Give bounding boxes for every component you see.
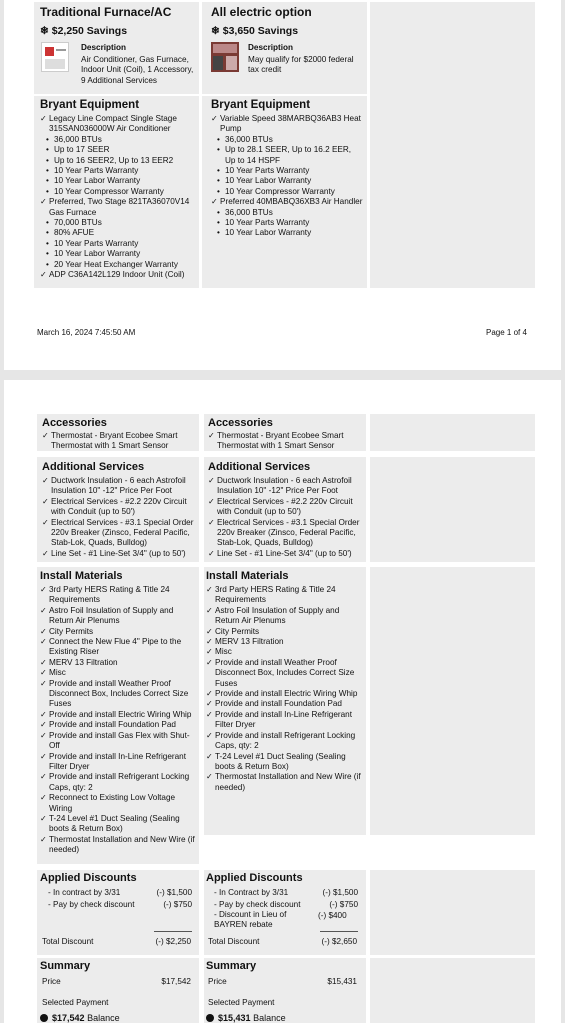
item-text: 36,000 BTUs [225, 207, 273, 217]
option-column-empty [370, 2, 535, 288]
summary-title: Summary [206, 960, 257, 972]
bullet-icon: • [46, 228, 49, 238]
piggy-bank-icon: ❄ [40, 25, 49, 37]
radio-selected-icon[interactable] [40, 1014, 48, 1022]
checkmark-icon: ✓ [211, 197, 218, 207]
checkmark-icon: ✓ [40, 270, 47, 280]
item-text: Ductwork Insulation - 6 each Astrofoil Insulation 10" -12" Price Per Foot [217, 476, 352, 496]
item-text: 10 Year Parts Warranty [54, 238, 139, 248]
item-text: 10 Year Compressor Warranty [225, 186, 335, 196]
bullet-item [211, 176, 363, 186]
checkmark-icon: ✓ [40, 197, 47, 207]
checkmark-icon: ✓ [206, 585, 213, 594]
bullet-icon: • [217, 207, 220, 217]
product-thumbnail [211, 42, 239, 72]
discount-amount: (-) $1,500 [156, 888, 192, 897]
item-text: Provide and install Weather Proof Disconnect Box, Includes Correct Size Fuses [215, 657, 355, 688]
checked-item [42, 549, 194, 559]
checked-item [40, 814, 195, 835]
checkmark-icon: ✓ [206, 730, 213, 740]
services-list [42, 476, 194, 559]
description-label: Description [248, 43, 294, 52]
accessories-list [42, 431, 192, 452]
checkmark-icon: ✓ [40, 657, 47, 667]
selected-payment-label: Selected Payment [208, 998, 275, 1007]
checked-item [42, 476, 194, 497]
discounts-list [208, 887, 358, 930]
checked-item [40, 731, 195, 752]
checkmark-icon: ✓ [206, 751, 213, 761]
discounts-title: Applied Discounts [40, 872, 137, 884]
checkmark-icon: ✓ [208, 496, 215, 506]
checkmark-icon: ✓ [206, 605, 213, 615]
checkmark-icon: ✓ [206, 699, 213, 709]
checkmark-icon: ✓ [40, 834, 47, 844]
bullet-item [211, 228, 363, 238]
checkmark-icon: ✓ [40, 668, 47, 678]
checkmark-icon: ✓ [42, 496, 49, 506]
item-text: 10 Year Labor Warranty [225, 228, 312, 238]
checkmark-icon: ✓ [206, 772, 213, 782]
item-text: 36,000 BTUs [225, 134, 273, 144]
bullet-item [211, 145, 363, 166]
checked-item [206, 689, 361, 699]
item-text: Provide and install In-Line Refrigerant Filter Dryer [215, 709, 352, 730]
checked-item [208, 497, 360, 518]
checkmark-icon: ✓ [208, 548, 215, 558]
item-text: Connect the New Flue 4" Pipe to the Existing Riser [49, 637, 182, 657]
total-discount-label: Total Discount [208, 937, 260, 946]
checked-item [206, 710, 361, 731]
item-text: Up to 16 SEER2, Up to 13 EER2 [54, 155, 174, 165]
payment-option-balance[interactable]: $15,431 Balance [206, 1013, 286, 1023]
bullet-item [40, 135, 196, 145]
description-text: Air Conditioner, Gas Furnace, Indoor Unit (Coil), 1 Accessory, 9 Additional Services [81, 55, 194, 85]
item-text: Provide and install Electric Wiring Whip [49, 709, 192, 719]
item-text: Provide and install In-Line Refrigerant Filter Dryer [49, 751, 186, 771]
description-label: Description [81, 43, 127, 52]
checked-item [40, 793, 195, 814]
item-text: 10 Year Compressor Warranty [54, 186, 164, 196]
checked-item [208, 476, 360, 497]
discount-label: - In Contract by 3/31 [214, 888, 289, 897]
checkmark-icon: ✓ [42, 548, 49, 558]
bullet-item [40, 187, 196, 197]
option-title: All electric option [211, 5, 312, 19]
bullet-item [40, 145, 196, 155]
equipment-title: Bryant Equipment [211, 99, 311, 111]
item-text: Provide and install Refrigerant Locking Caps, qty: 2 [49, 772, 190, 792]
proposal-page-1 [4, 0, 561, 370]
checkmark-icon: ✓ [40, 678, 47, 688]
checkmark-icon: ✓ [40, 720, 47, 730]
bullet-icon: • [217, 186, 220, 196]
checked-item [40, 720, 195, 730]
checkmark-icon: ✓ [40, 813, 47, 823]
checkmark-icon: ✓ [40, 793, 47, 803]
discounts-list [42, 887, 192, 910]
price-label: Price [208, 977, 227, 986]
checked-item [206, 637, 361, 647]
item-text: MERV 13 Filtration [215, 637, 284, 647]
item-text: Provide and install Foundation Pad [49, 720, 176, 730]
checked-item [206, 585, 361, 606]
item-text: Astro Foil Insulation of Supply and Return Air Plenums [215, 605, 340, 626]
bullet-item [40, 218, 196, 228]
discount-label: - Pay by check discount [48, 899, 135, 909]
item-text: Thermostat - Bryant Ecobee Smart Thermostat with 1 Smart Sensor [51, 431, 178, 451]
item-text: 3rd Party HERS Rating & Title 24 Requirements [49, 585, 170, 605]
bullet-icon: • [46, 176, 49, 186]
services-title: Additional Services [208, 461, 311, 473]
checkmark-icon: ✓ [211, 114, 218, 123]
item-text: 10 Year Parts Warranty [225, 166, 310, 176]
checkmark-icon: ✓ [206, 637, 213, 647]
checked-item [40, 114, 196, 135]
item-text: Up to 17 SEER [54, 145, 110, 155]
item-text: Provide and install Weather Proof Disconnect Box, Includes Correct Size Fuses [49, 678, 189, 709]
discount-label: - Discount in Lieu of BAYREN rebate [214, 910, 287, 929]
footer-date: March 16, 2024 7:45:50 AM [37, 328, 136, 337]
item-text: 10 Year Labor Warranty [54, 249, 141, 259]
item-text: 10 Year Parts Warranty [225, 218, 310, 228]
item-text: Provide and install Electric Wiring Whip [215, 689, 358, 699]
services-title: Additional Services [42, 461, 145, 473]
checkmark-icon: ✓ [40, 114, 47, 123]
checked-item [211, 197, 363, 207]
price-label: Price [42, 977, 61, 986]
checkmark-icon: ✓ [40, 626, 47, 636]
bullet-item [211, 166, 363, 176]
bullet-icon: • [217, 134, 220, 144]
checked-item [206, 606, 361, 627]
checked-item [208, 431, 358, 452]
item-text: T-24 Level #1 Duct Sealing (Sealing boots & Return Box) [215, 751, 346, 771]
total-discount-amount: (-) $2,250 [155, 937, 191, 946]
bullet-item [40, 228, 196, 238]
checked-item [40, 606, 195, 627]
checkmark-icon: ✓ [42, 431, 49, 440]
checked-item [40, 679, 195, 710]
item-text: Provide and install Gas Flex with Shut-Off [49, 730, 190, 751]
discount-amount: (-) $1,500 [322, 888, 358, 897]
equipment-list [40, 114, 196, 281]
item-text: 70,000 BTUs [54, 218, 102, 228]
discount-row [208, 887, 358, 899]
checked-item [40, 752, 195, 773]
checked-item [42, 431, 192, 452]
discount-amount: (-) $750 [329, 899, 358, 909]
item-text: City Permits [49, 626, 94, 636]
divider [320, 931, 358, 932]
checkmark-icon: ✓ [208, 431, 215, 440]
bullet-icon: • [46, 259, 49, 269]
item-text: 10 Year Labor Warranty [54, 176, 141, 186]
checkmark-icon: ✓ [40, 585, 47, 594]
checkmark-icon: ✓ [40, 772, 47, 782]
item-text: ADP C36A142L129 Indoor Unit (Coil) [49, 270, 185, 280]
item-text: Misc [215, 647, 232, 657]
item-text: 80% AFUE [54, 228, 95, 238]
divider [154, 931, 192, 932]
footer-page-number: Page 1 of 4 [486, 328, 527, 337]
bullet-icon: • [217, 166, 220, 176]
bullet-icon: • [217, 176, 220, 186]
bullet-item [211, 208, 363, 218]
checked-item [40, 585, 195, 606]
selected-payment-label: Selected Payment [42, 998, 109, 1007]
accessories-list [208, 431, 358, 452]
checkmark-icon: ✓ [40, 637, 47, 647]
checkmark-icon: ✓ [42, 476, 49, 485]
materials-list [40, 585, 195, 856]
checked-item [40, 627, 195, 637]
bullet-icon: • [217, 228, 220, 238]
item-text: MERV 13 Filtration [49, 657, 118, 667]
discount-row [208, 899, 358, 911]
checkmark-icon: ✓ [206, 689, 213, 699]
bullet-item [40, 249, 196, 259]
item-text: 36,000 BTUs [54, 134, 102, 144]
checkmark-icon: ✓ [40, 709, 47, 719]
item-text: 10 Year Parts Warranty [54, 166, 139, 176]
checked-item [206, 647, 361, 657]
item-text: Electrical Services - #2.2 220v Circuit with Conduit (up to 50') [51, 496, 187, 517]
savings-label: ❄ $2,250 Savings [40, 25, 128, 37]
checked-item [206, 658, 361, 689]
checkmark-icon: ✓ [40, 605, 47, 615]
discount-amount: (-) $400 [318, 911, 347, 920]
bullet-icon: • [46, 145, 49, 155]
total-discount-amount: (-) $2,650 [321, 937, 357, 946]
item-text: Line Set - #1 Line-Set 3/4" (up to 50') [217, 548, 352, 558]
checkmark-icon: ✓ [40, 730, 47, 740]
checkmark-icon: ✓ [42, 517, 49, 527]
checkmark-icon: ✓ [206, 709, 213, 719]
item-text: Thermostat - Bryant Ecobee Smart Thermostat with 1 Smart Sensor [217, 431, 344, 451]
bullet-item [40, 260, 196, 270]
item-text: Misc [49, 668, 66, 678]
item-text: 20 Year Heat Exchanger Warranty [54, 259, 178, 269]
bullet-item [40, 176, 196, 186]
bullet-item [40, 166, 196, 176]
product-thumbnail [41, 42, 69, 72]
item-text: Preferred, Two Stage 821TA36070V14 Gas Furnace [49, 197, 190, 217]
item-text: Legacy Line Compact Single Stage 315SAN036000W Air Conditioner [49, 114, 177, 134]
item-text: Reconnect to Existing Low Voltage Wiring [49, 793, 176, 813]
piggy-bank-icon: ❄ [211, 25, 220, 37]
discount-amount: (-) $750 [163, 899, 192, 909]
checkmark-icon: ✓ [206, 657, 213, 667]
discounts-title: Applied Discounts [206, 872, 303, 884]
bullet-icon: • [46, 218, 49, 228]
materials-list [206, 585, 361, 793]
discount-label: - In contract by 3/31 [48, 888, 121, 897]
proposal-page-2 [4, 380, 561, 1023]
bullet-icon: • [217, 218, 220, 228]
bullet-item [40, 156, 196, 166]
checked-item [40, 668, 195, 678]
bullet-icon: • [46, 238, 49, 248]
services-list [208, 476, 360, 559]
price-value: $17,542 [161, 977, 191, 986]
checkmark-icon: ✓ [206, 647, 213, 657]
bullet-item [40, 239, 196, 249]
checked-item [42, 497, 194, 518]
summary-title: Summary [40, 960, 91, 972]
bullet-icon: • [46, 166, 49, 176]
item-text: Preferred 40MBABQ36XB3 Air Handler [220, 197, 363, 207]
payment-option-balance[interactable]: $17,542 Balance [40, 1013, 120, 1023]
total-discount-label: Total Discount [42, 937, 94, 946]
item-text: Thermostat Installation and New Wire (if needed) [215, 772, 361, 792]
bullet-icon: • [217, 145, 220, 155]
bullet-item [211, 187, 363, 197]
bullet-icon: • [46, 155, 49, 165]
bullet-item [211, 218, 363, 228]
discount-label: - Pay by check discount [214, 899, 301, 909]
item-text: City Permits [215, 626, 260, 636]
item-text: Line Set - #1 Line-Set 3/4" (up to 50') [51, 548, 186, 558]
materials-title: Install Materials [40, 570, 123, 582]
bullet-icon: • [46, 134, 49, 144]
discount-row [42, 887, 192, 899]
checked-item [208, 518, 360, 549]
checked-item [40, 658, 195, 668]
checked-item [206, 752, 361, 773]
checked-item [206, 627, 361, 637]
radio-selected-icon[interactable] [206, 1014, 214, 1022]
checked-item [40, 835, 195, 856]
checked-item [211, 114, 363, 135]
equipment-title: Bryant Equipment [40, 99, 140, 111]
checked-item [40, 270, 196, 280]
price-value: $15,431 [327, 977, 357, 986]
checked-item [206, 699, 361, 709]
checked-item [40, 197, 196, 218]
item-text: 3rd Party HERS Rating & Title 24 Requirements [215, 585, 336, 605]
checked-item [206, 731, 361, 752]
item-text: 10 Year Labor Warranty [225, 176, 312, 186]
item-text: Electrical Services - #3.1 Special Order 220v Breaker (Zinsco, Federal Pacific, Stab-Lok, Quads, Bulldog) [51, 517, 194, 548]
description-text: May qualify for $2000 federal tax credit [248, 55, 354, 75]
item-text: Ductwork Insulation - 6 each Astrofoil Insulation 10" -12" Price Per Foot [51, 476, 186, 496]
item-text: Provide and install Foundation Pad [215, 699, 342, 709]
bullet-icon: • [46, 249, 49, 259]
checkmark-icon: ✓ [208, 476, 215, 485]
materials-title: Install Materials [206, 570, 289, 582]
bullet-icon: • [46, 186, 49, 196]
checked-item [40, 710, 195, 720]
item-text: Thermostat Installation and New Wire (if needed) [49, 834, 195, 855]
discount-row [208, 910, 358, 930]
checked-item [40, 772, 195, 793]
item-text: Provide and install Refrigerant Locking Caps, qty: 2 [215, 730, 356, 751]
discount-row [42, 899, 192, 911]
accessories-title: Accessories [42, 417, 107, 429]
bullet-item [211, 135, 363, 145]
item-text: Variable Speed 38MARBQ36AB3 Heat Pump [220, 114, 361, 134]
checkmark-icon: ✓ [40, 751, 47, 761]
item-text: Electrical Services - #3.1 Special Order 220v Breaker (Zinsco, Federal Pacific, Stab-Lok, Quads, Bulldog) [217, 517, 360, 548]
equipment-list [211, 114, 363, 239]
checkmark-icon: ✓ [208, 517, 215, 527]
item-text: Electrical Services - #2.2 220v Circuit with Conduit (up to 50') [217, 496, 353, 517]
option-title: Traditional Furnace/AC [40, 5, 172, 19]
item-text: Up to 28.1 SEER, Up to 16.2 EER, Up to 14 HSPF [225, 145, 352, 165]
checked-item [42, 518, 194, 549]
checked-item [206, 772, 361, 793]
item-text: Astro Foil Insulation of Supply and Return Air Plenums [49, 605, 174, 626]
savings-label: ❄ $3,650 Savings [211, 25, 299, 37]
checked-item [40, 637, 195, 658]
item-text: T-24 Level #1 Duct Sealing (Sealing boots & Return Box) [49, 813, 180, 834]
checked-item [208, 549, 360, 559]
checkmark-icon: ✓ [206, 626, 213, 636]
accessories-title: Accessories [208, 417, 273, 429]
